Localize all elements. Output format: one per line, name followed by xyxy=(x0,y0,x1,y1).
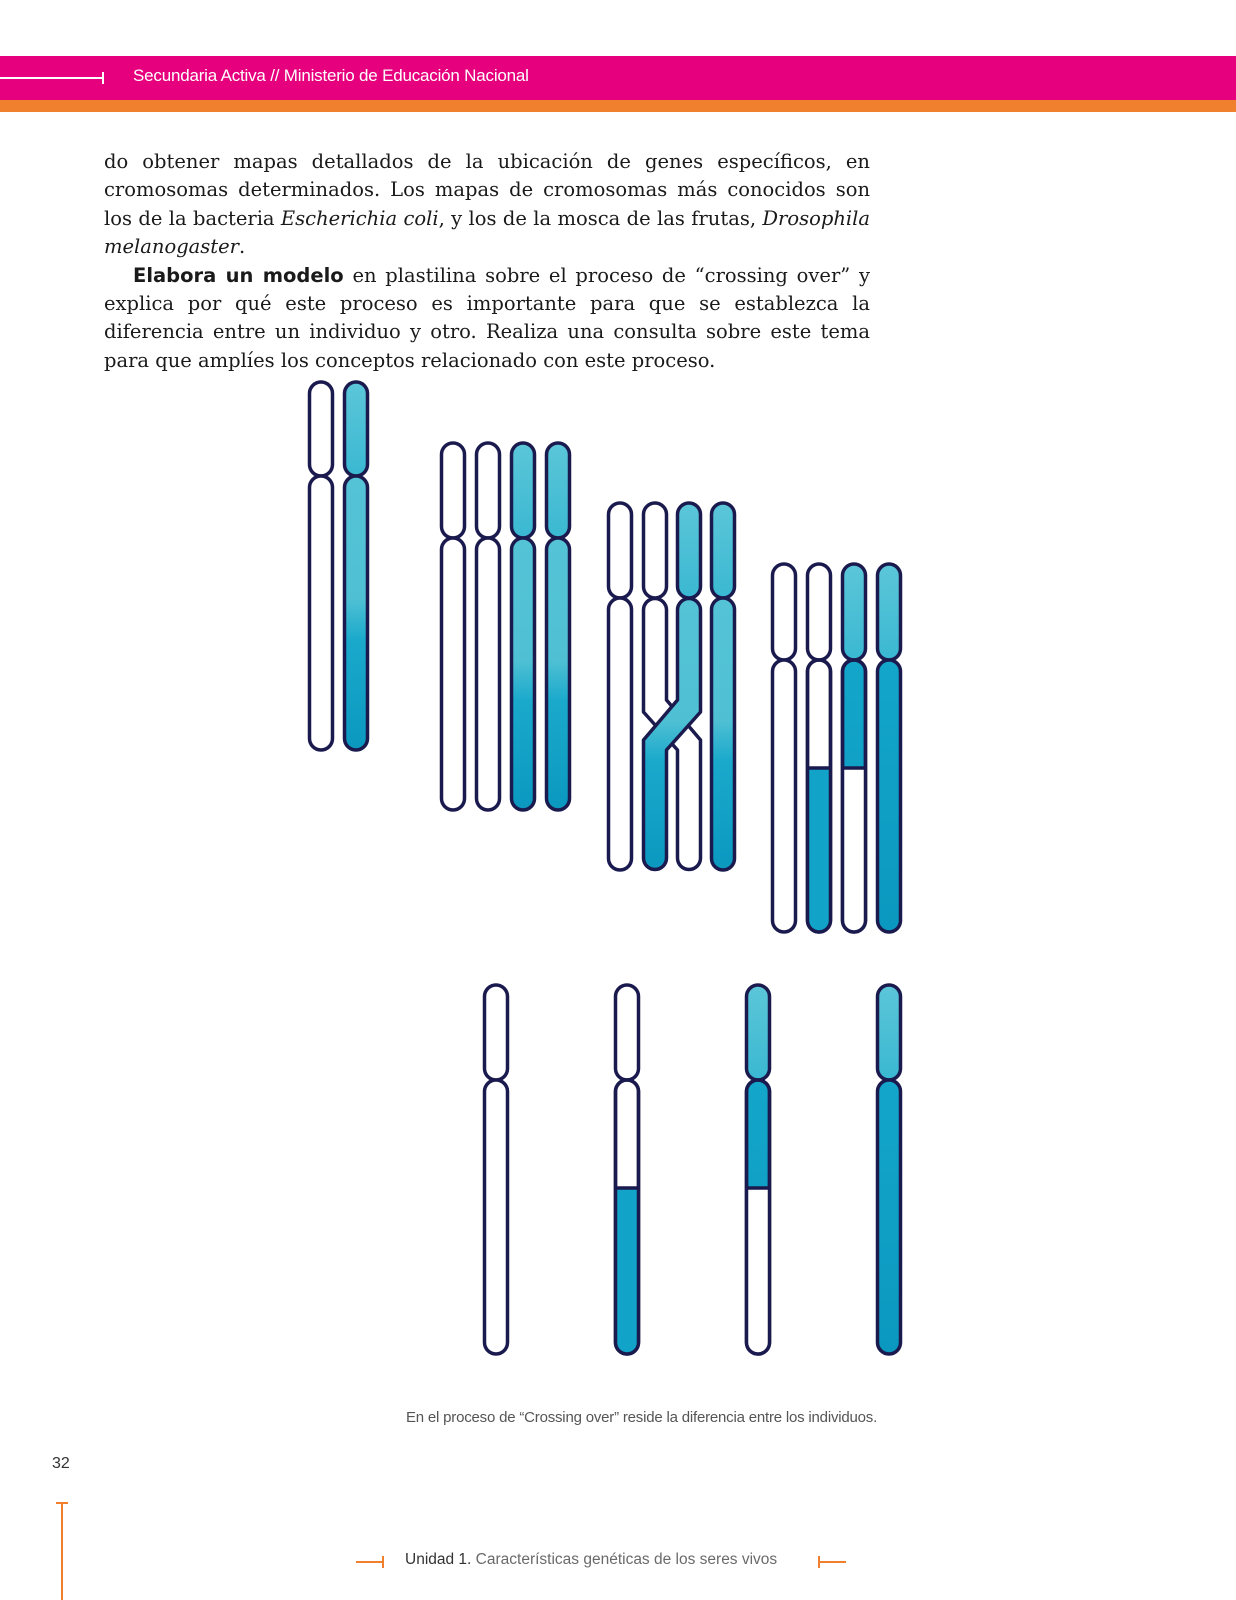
stage3-chromatid-blue-b-long-arm xyxy=(712,598,735,870)
result-chromosome-parental-white-short-arm xyxy=(485,985,508,1080)
stage4-chromatid-recombinant-a-exchanged-segment xyxy=(808,768,831,932)
stage1-chromosome-blue-long-arm xyxy=(345,476,368,750)
stage1-chromosome-white-short-arm xyxy=(310,382,333,476)
footer-left-rule xyxy=(356,1561,384,1563)
result-chromosome-parental-blue-long-arm xyxy=(878,1080,901,1354)
stage4-chromatid-white-a-short-arm xyxy=(773,564,796,660)
stage2-chromatid-white-a-short-arm xyxy=(442,443,465,538)
result-chromosome-recombinant-1-exchanged-segment xyxy=(616,1188,639,1354)
figure-caption: En el proceso de “Crossing over” reside la diferencia entre los individuos. xyxy=(406,1409,878,1426)
paragraph-1: do obtener mapas detallados de la ubicación de genes específicos, en cromosomas determinados. Los mapas de cromosomas más conocidos son los de la bacteria Escherichia coli, y los de la mosca de las frutas, Drosophila melanogaster. xyxy=(104,150,870,259)
footer-text: Unidad 1. Características genéticas de los seres vivos xyxy=(405,1551,778,1568)
stage1-chromosome-blue-short-arm xyxy=(345,382,368,476)
stage2-chromatid-blue-b-short-arm xyxy=(547,443,570,538)
activity-lead: Elabora un modelo xyxy=(133,263,344,287)
header-title: Secundaria Activa // Ministerio de Educación Nacional xyxy=(133,66,529,85)
stage3-chromatid-white-a-long-arm xyxy=(609,598,632,870)
result-chromosome-recombinant-1-short-arm xyxy=(616,985,639,1080)
stage2-chromatid-white-b-long-arm xyxy=(477,538,500,810)
stage4-chromatid-recombinant-a-short-arm xyxy=(808,564,831,660)
stage3-chromatid-white-a-short-arm xyxy=(609,503,632,598)
stage2-chromatid-blue-a-short-arm xyxy=(512,443,535,538)
result-chromosome-parental-blue-short-arm xyxy=(878,985,901,1080)
stage4-chromatid-blue-b-long-arm xyxy=(878,660,901,932)
stage1-chromosome-white-long-arm xyxy=(310,476,333,750)
stage4-chromatid-blue-b-short-arm xyxy=(878,564,901,660)
stage3-chromatid-blue-b-short-arm xyxy=(712,503,735,598)
footer-left-tick xyxy=(382,1556,384,1568)
stage4-chromatid-recombinant-b-short-arm xyxy=(843,564,866,660)
species-name-drosophila: Drosophila melanogaster xyxy=(104,206,870,259)
paragraph-2: Elabora un modelo en plastilina sobre el proceso de “crossing over” y explica por qué este proceso es importante para que se establezca la diferencia entre un individuo y otro. Realiza una consulta sobre este tema para que amplíes los conceptos relacionado con este proceso. xyxy=(104,263,870,372)
stage4-chromatid-recombinant-b-exchanged-segment xyxy=(843,768,866,932)
stage2-chromatid-blue-a-long-arm xyxy=(512,538,535,810)
species-name-ecoli: Escherichia coli xyxy=(280,206,439,230)
result-chromosome-recombinant-2-short-arm xyxy=(747,985,770,1080)
result-chromosome-recombinant-2-exchanged-segment xyxy=(747,1188,770,1354)
page-number: 32 xyxy=(52,1455,70,1472)
footer-right-rule xyxy=(818,1561,846,1563)
stage3-chromatid-white-b-short-arm xyxy=(644,503,667,598)
stage3-chromatid-blue-a-short-arm xyxy=(678,503,701,598)
stage2-chromatid-blue-b-long-arm xyxy=(547,538,570,810)
result-chromosome-parental-white-long-arm xyxy=(485,1080,508,1354)
stage2-chromatid-white-b-short-arm xyxy=(477,443,500,538)
chromosome-layer xyxy=(310,382,901,1354)
stage2-chromatid-white-a-long-arm xyxy=(442,538,465,810)
margin-rule xyxy=(61,1502,63,1600)
stage4-chromatid-white-a-long-arm xyxy=(773,660,796,932)
